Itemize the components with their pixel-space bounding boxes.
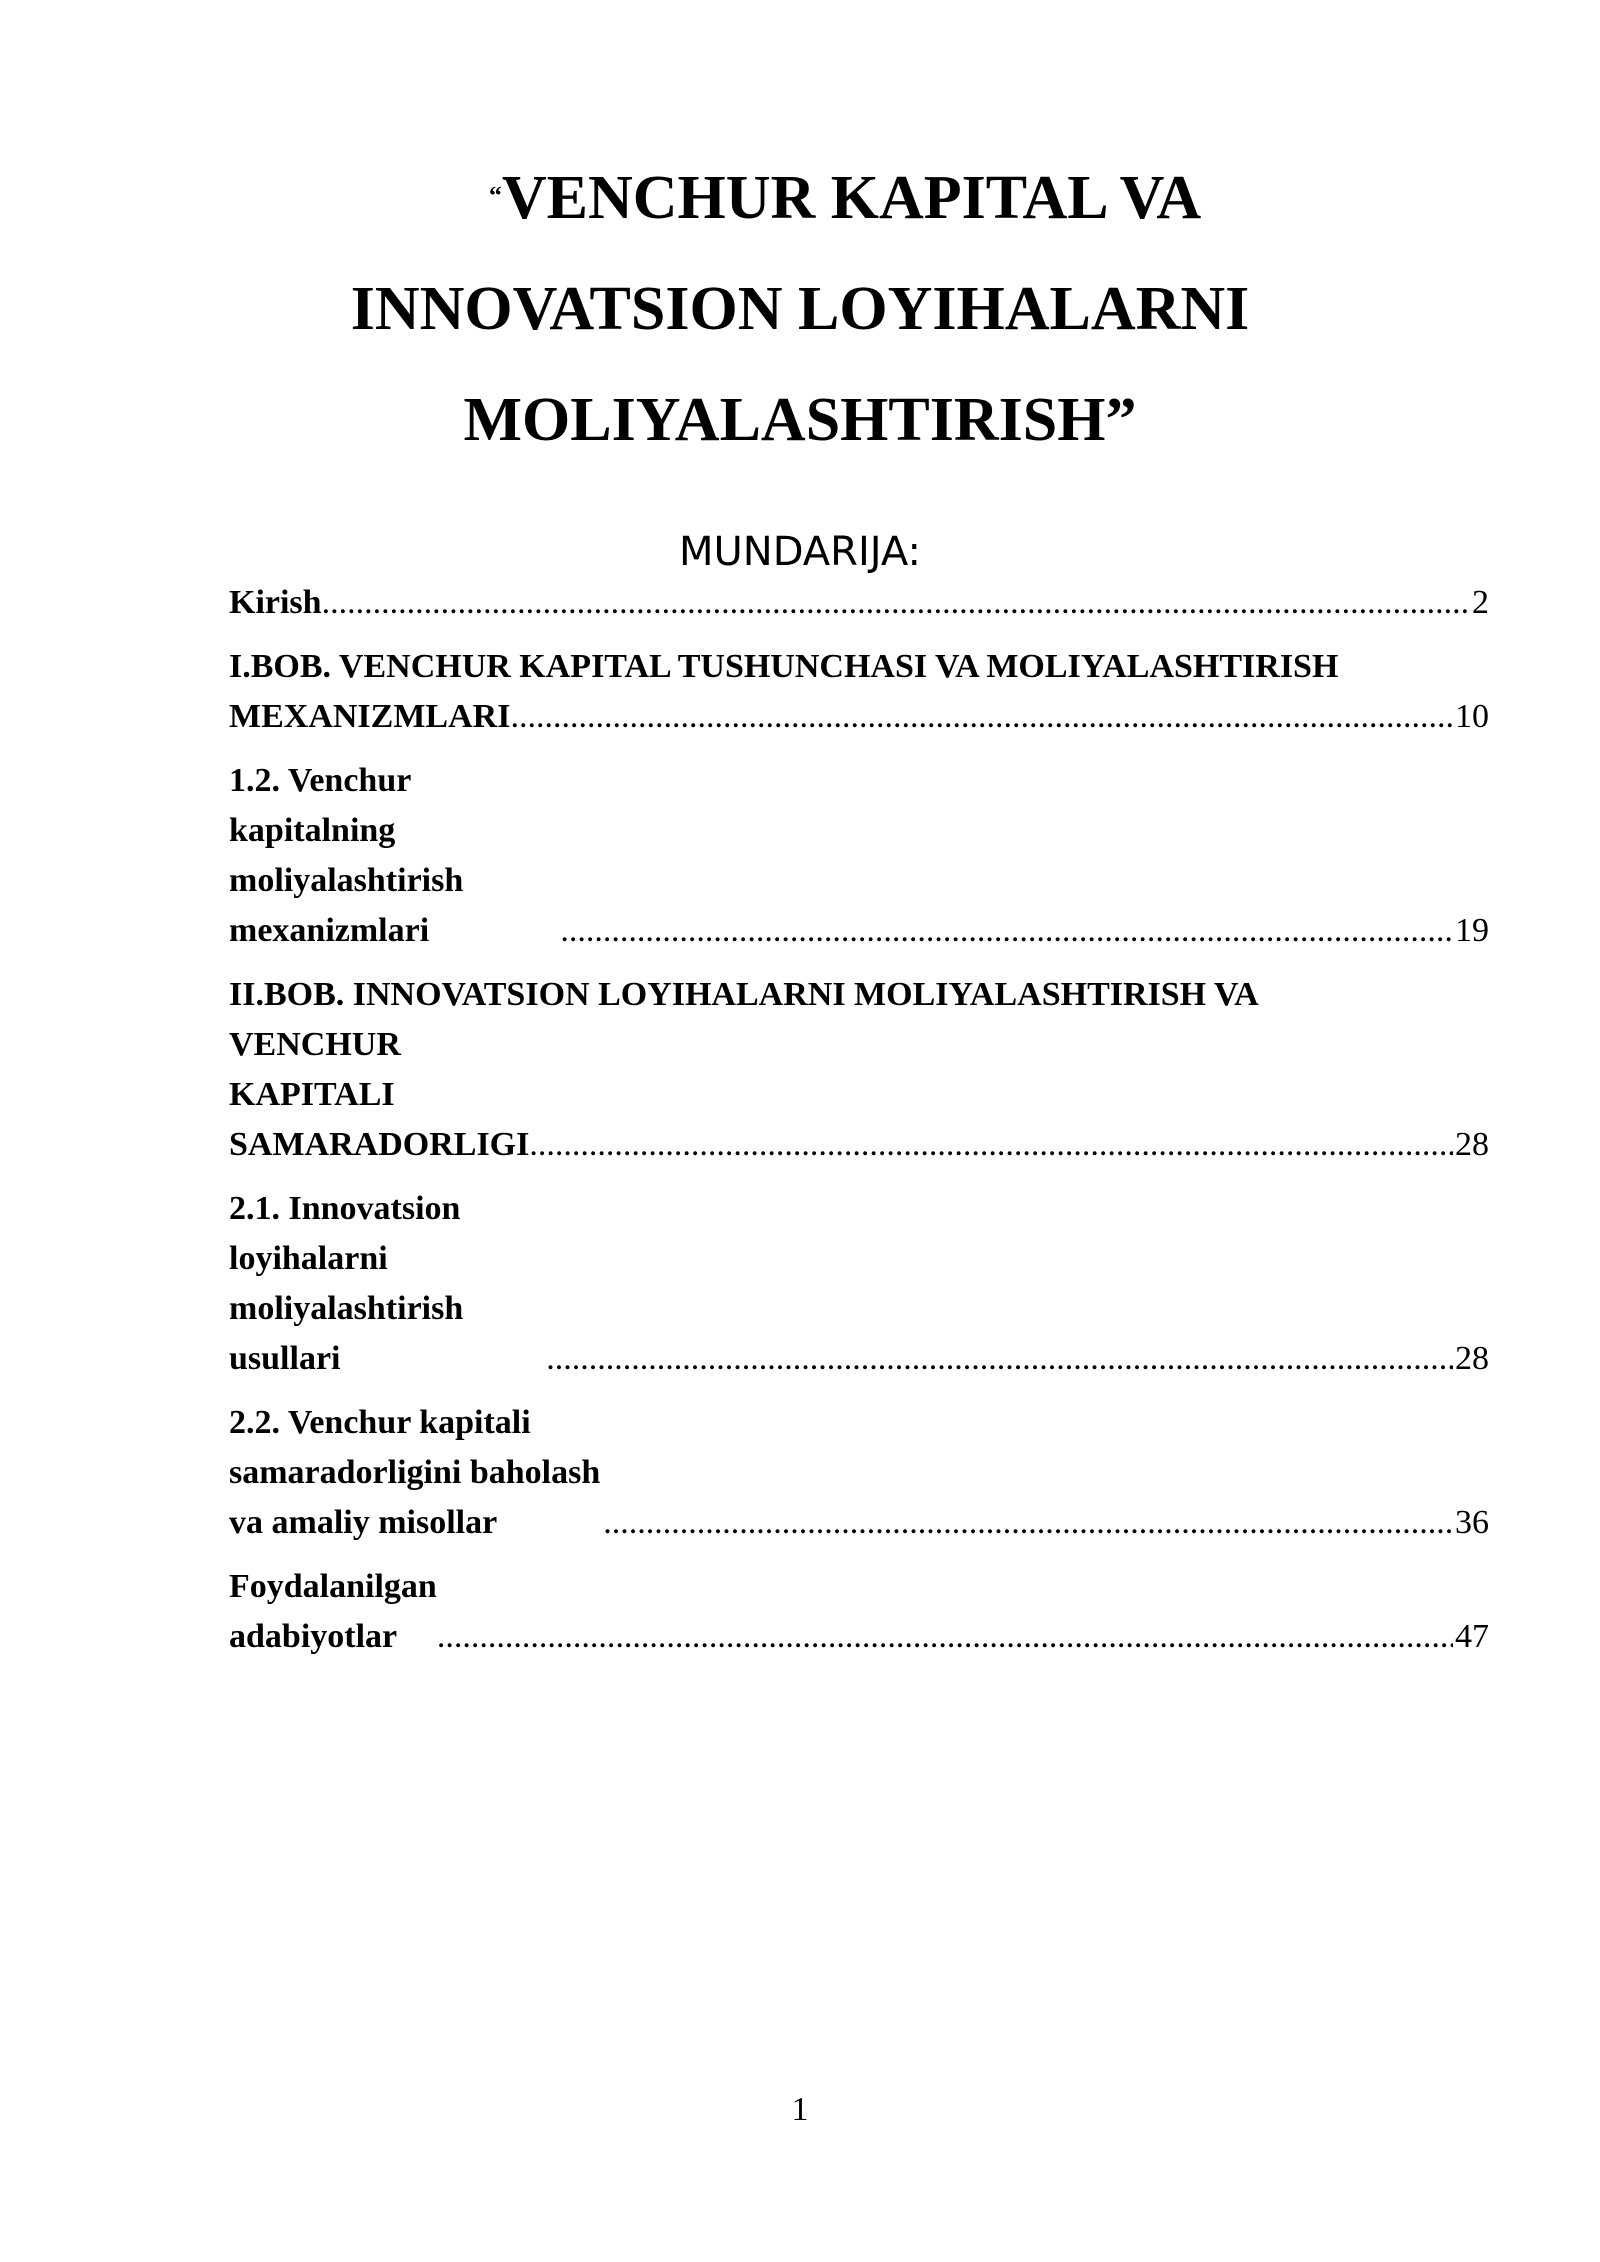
toc-leader-dots	[322, 578, 1470, 628]
title-line-3: MOLIYALASHTIRISH”	[463, 386, 1137, 454]
toc-entry-page: 19	[1455, 912, 1489, 949]
toc-entry-title: 2.1. Innovatsion loyihalarni moliyalashtirish usullari	[229, 1190, 464, 1377]
toc-entry-title-line-1: II.BOB. INNOVATSION LOYIHALARNI MOLIYALASHTIRISH VA	[229, 976, 1259, 1013]
toc-leader-dots	[529, 1120, 1453, 1170]
toc-entry-title: Kirish	[229, 584, 322, 621]
toc-leader-dots	[546, 1334, 1453, 1384]
toc-leader-dots	[437, 1612, 1453, 1662]
toc-entry-last-row	[229, 692, 1489, 742]
toc-entry-page: 28	[1455, 1340, 1489, 1377]
toc-entry-page: 2	[1472, 584, 1489, 621]
toc-entry-title: 1.2. Venchur kapitalning moliyalashtirish mexanizmlari	[229, 762, 464, 949]
toc-entry-chapter-2[interactable]	[229, 970, 1489, 1170]
title-line-2: INNOVATSION LOYIHALARNI	[350, 275, 1250, 343]
toc-entry-last-row	[229, 1020, 1489, 1170]
title-line-1	[0, 140, 1600, 254]
toc-entry-page: 36	[1455, 1504, 1489, 1541]
toc-heading: MUNDARIJA:	[679, 529, 921, 575]
toc-entry-title-line-2: MEXANIZMLARI	[229, 698, 511, 735]
toc-entry-page: 47	[1455, 1618, 1489, 1655]
toc-leader-dots	[560, 906, 1453, 956]
toc-entry-section-1-2[interactable]	[229, 756, 1489, 956]
toc-entry-section-2-1[interactable]	[229, 1184, 1489, 1384]
toc-leader-dots	[510, 692, 1453, 742]
toc-entry-title: 2.2. Venchur kapitali samaradorligini baholash va amaliy misollar	[229, 1404, 601, 1541]
toc-entry-kirish[interactable]	[229, 578, 1489, 628]
toc-entry-title-line-1: I.BOB. VENCHUR KAPITAL TUSHUNCHASI VA MOLIYALASHTIRISH	[229, 648, 1339, 685]
toc-entry-chapter-1[interactable]	[229, 642, 1489, 742]
document-title	[0, 140, 1600, 476]
title-open-quote: “	[488, 181, 502, 210]
toc-leader-dots	[603, 1498, 1453, 1548]
page-number: 1	[791, 2091, 809, 2128]
toc-entry-section-2-2[interactable]	[229, 1398, 1489, 1548]
toc-entry-page: 10	[1455, 698, 1489, 735]
toc-entry-references[interactable]	[229, 1562, 1489, 1662]
table-of-contents	[229, 578, 1489, 1676]
toc-entry-title-line-2: VENCHUR KAPITALI SAMARADORLIGI	[229, 1026, 530, 1163]
toc-entry-title: Foydalanilgan adabiyotlar	[229, 1568, 437, 1655]
title-line-1-text: VENCHUR KAPITAL VA	[501, 164, 1202, 232]
toc-entry-page: 28	[1455, 1126, 1489, 1163]
